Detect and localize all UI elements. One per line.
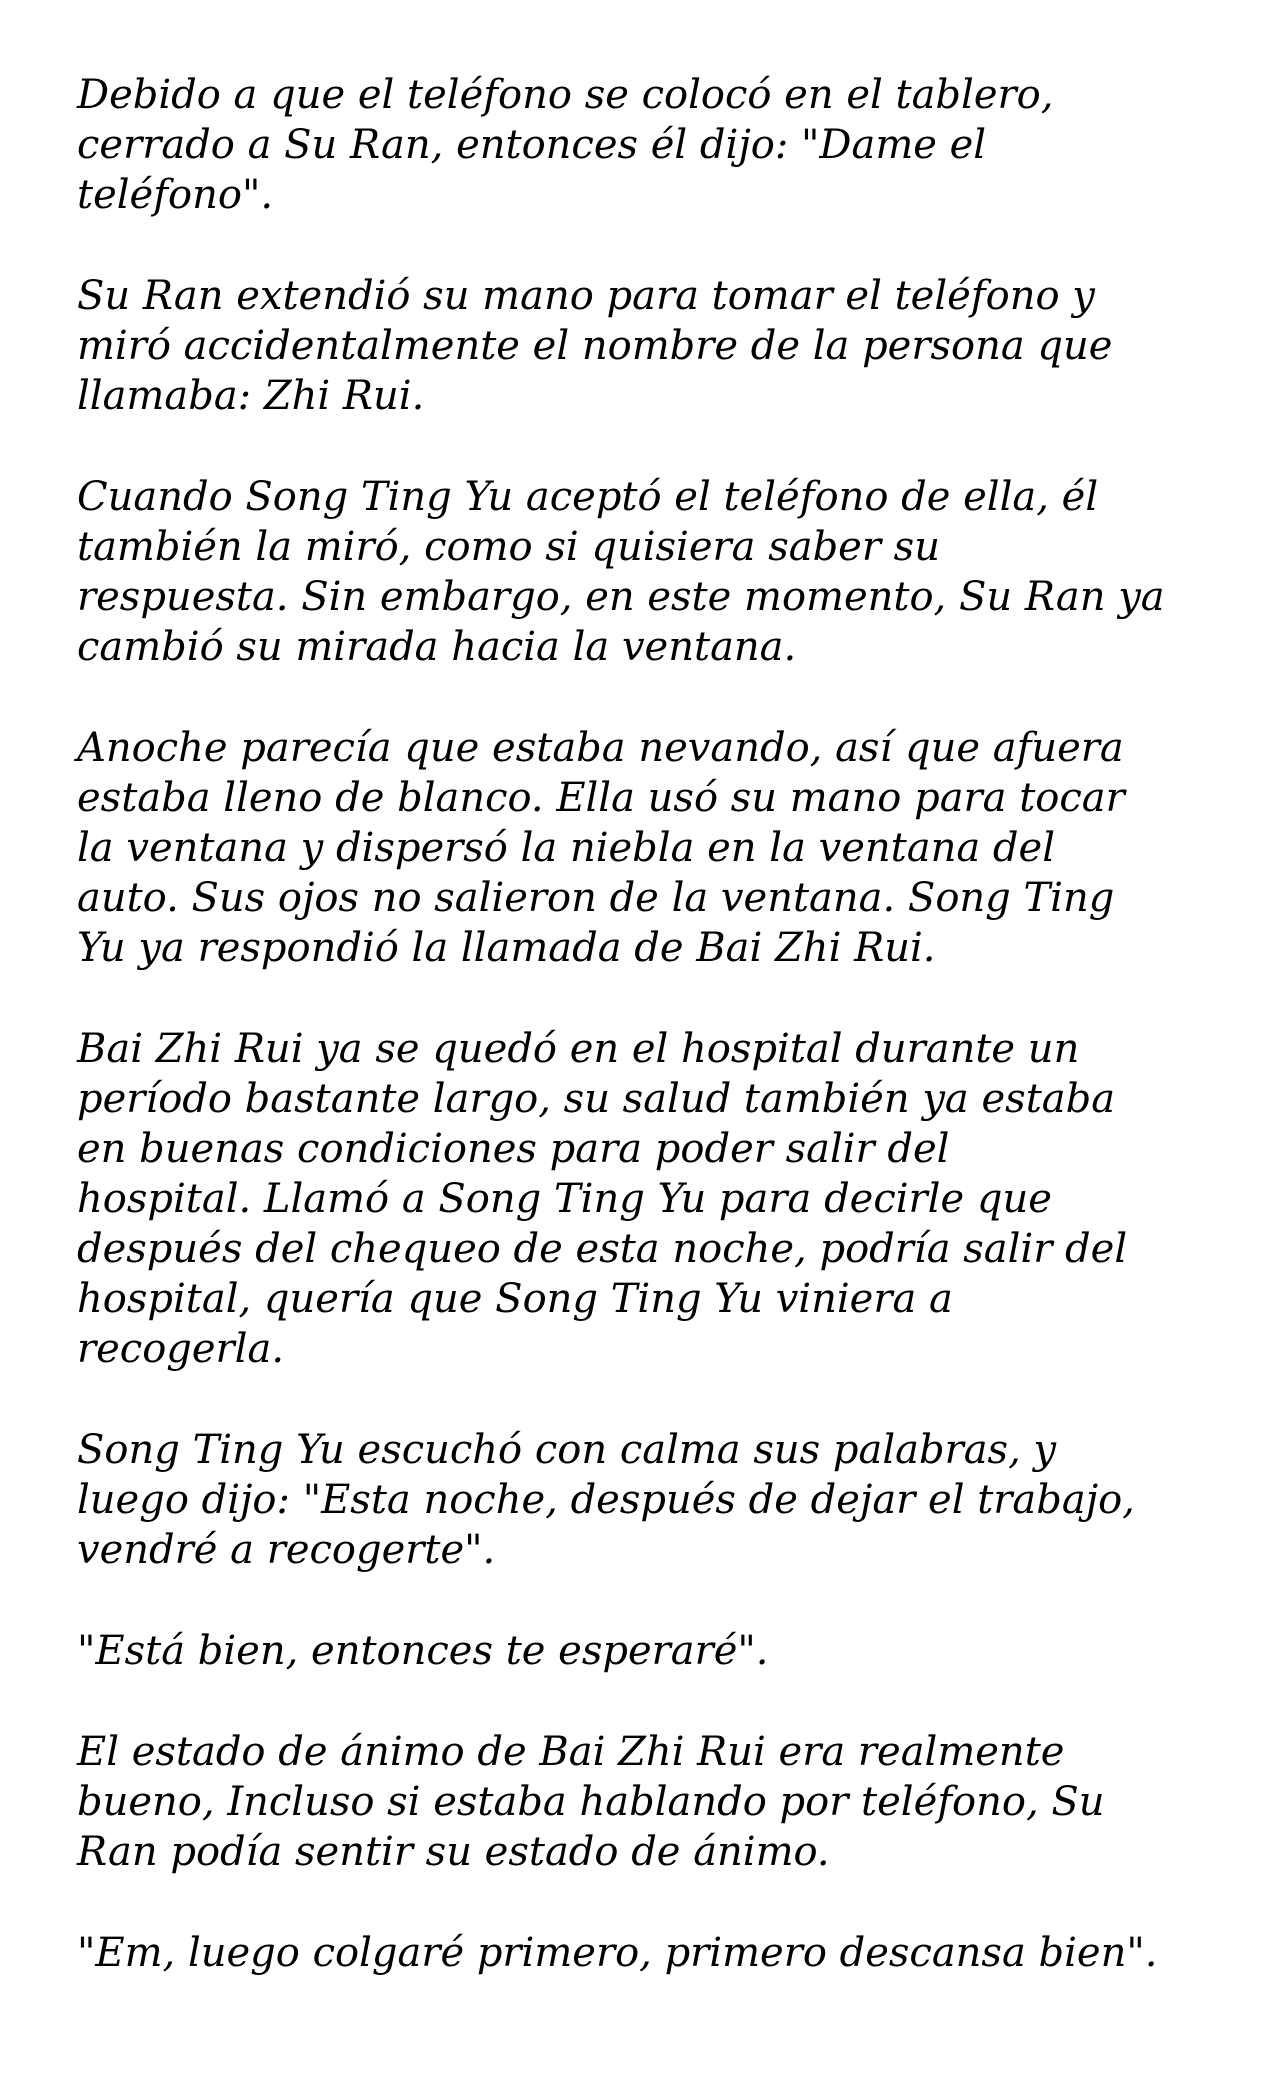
paragraph-2: Su Ran extendió su mano para tomar el teléfono y miró accidentalmente el nombre de la persona que llamaba: Zhi Rui.	[77, 273, 1113, 419]
paragraph-3: Cuando Song Ting Yu aceptó el teléfono de ella, él también la miró, como si quisiera saber su respuesta. Sin embargo, en este momento, Su Ran ya cambió su mirada hacia la ventana.	[77, 474, 1165, 670]
paragraph-9: "Em, luego colgaré primero, primero descansa bien".	[77, 1930, 1158, 1976]
paragraph-1: Debido a que el teléfono se colocó en el tablero, cerrado a Su Ran, entonces él dijo: "Dame el teléfono".	[77, 72, 1054, 218]
paragraph-4: Anoche parecía que estaba nevando, así que afuera estaba lleno de blanco. Ella usó su mano para tocar la ventana y dispersó la niebla en la ventana del auto. Sus ojos no salieron de la ventana. Song Ting Yu ya respondió la llamada de Bai Zhi Rui.	[77, 725, 1125, 971]
paragraph-5: Bai Zhi Rui ya se quedó en el hospital durante un período bastante largo, su salud también ya estaba en buenas condiciones para poder salir del hospital. Llamó a Song Ting Yu para decirle que después del chequeo de esta noche, podría salir del hospital, quería que Song Ting Yu viniera a recogerla.	[77, 1026, 1128, 1372]
paragraph-6: Song Ting Yu escuchó con calma sus palabras, y luego dijo: "Esta noche, después de dejar el trabajo, vendré a recogerte".	[77, 1427, 1135, 1573]
paragraph-8: El estado de ánimo de Bai Zhi Rui era realmente bueno, Incluso si estaba hablando por teléfono, Su Ran podía sentir su estado de ánimo.	[77, 1729, 1105, 1875]
paragraph-7: "Está bien, entonces te esperaré".	[77, 1628, 769, 1674]
